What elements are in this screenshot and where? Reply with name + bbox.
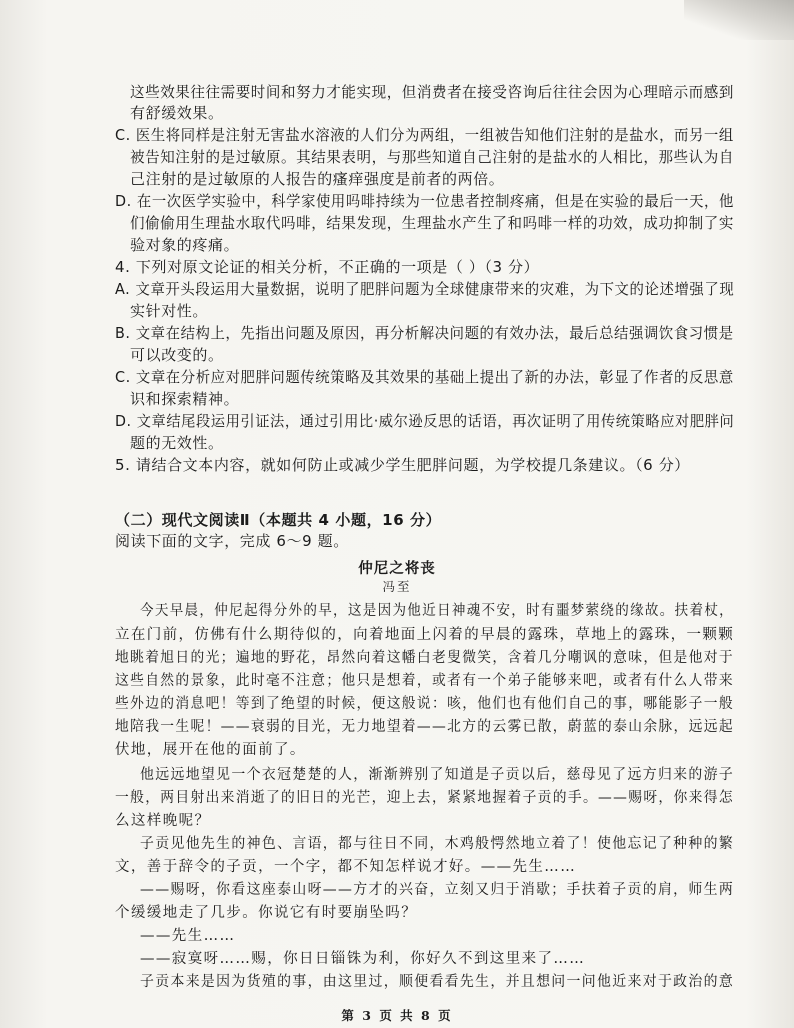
story-line: 一般，两目射出来消逝了的旧日的光芒，迎上去，紧紧地握着子贡的手。——赐呀，你来得怎 bbox=[115, 790, 734, 806]
question-5: 5. 请结合文本内容，就如何防止或减少学生肥胖问题，为学校提几条建议。（6 分） bbox=[115, 456, 690, 474]
story-line: 伏地，展开在他的面前了。 bbox=[115, 742, 306, 758]
story-author: 冯至 bbox=[382, 579, 412, 594]
text-line: 可以改变的。 bbox=[130, 346, 224, 364]
option-a-line: A. 文章开头段运用大量数据，说明了肥胖问题为全球健康带来的灾难，为下文的论述增强了现 bbox=[115, 280, 735, 298]
story-line: 子贡见他先生的神色、言语，都与往日不同，木鸡般愕然地立着了！使他忘记了种种的繁 bbox=[140, 836, 735, 852]
story-line: 地眺着旭日的光；遍地的野花，昂然向着这幡白老叟微笑，含着几分嘲讽的意味，但是他对于 bbox=[115, 650, 734, 666]
story-title: 仲尼之将丧 bbox=[358, 561, 436, 577]
text-line: 有舒缓效果。 bbox=[130, 104, 224, 122]
option-d-line: D. 文章结尾段运用引证法，通过引用比·威尔逊反思的话语，再次证明了用传统策略应对肥胖问 bbox=[115, 412, 735, 430]
option-c-line: C. 文章在分析应对肥胖问题传统策略及其效果的基础上提出了新的办法，彰显了作者的反思意 bbox=[115, 368, 734, 386]
text-line: 这些效果往往需要时间和努力才能实现，但消费者在接受咨询后往往会因为心理暗示而感到 bbox=[130, 83, 734, 101]
story-line: 么这样晚呢？ bbox=[115, 813, 211, 829]
question-4: 4. 下列对原文论证的相关分析，不正确的一项是（ ）（3 分） bbox=[115, 258, 540, 276]
story-line: 文，善于辞令的子贡，一个字，都不知怎样说才好。——先生…… bbox=[115, 859, 577, 875]
story-line: 地陪我一生呢！——衰弱的目光，无力地望着——北方的云雾已散，蔚蓝的泰山余脉，远远起 bbox=[115, 719, 734, 735]
story-line: ——赐呀，你看这座泰山呀——方才的兴奋，立刻又归于消歇；手扶着子贡的肩，师生两 bbox=[140, 882, 735, 898]
story-line: 子贡本来是因为货殖的事，由这里过，顺便看看先生，并且想问一问他近来对于政治的意 bbox=[140, 974, 735, 990]
text-line: 己注射的是过敏原的人报告的瘙痒强度是前者的两倍。 bbox=[130, 170, 505, 188]
story-line: 这些自然的景象，此时毫不注意；他只是想着，或者有一个弟子能够来吧，或者有什么人带来 bbox=[115, 673, 734, 689]
text-line: 被告知注射的是过敏原。其结果表明，与那些知道自己注射的是盐水的人相比，那些认为自 bbox=[130, 148, 734, 166]
section-instruction: 阅读下面的文字，完成 6～9 题。 bbox=[115, 532, 349, 550]
option-b-line: B. 文章在结构上，先指出问题及原因，再分析解决问题的有效办法，最后总结强调饮食习惯是 bbox=[115, 324, 734, 342]
text-line: 验对象的疼痛。 bbox=[130, 236, 240, 254]
page-number: 第 3 页 共 8 页 bbox=[341, 1008, 453, 1023]
text-line: 们偷偷用生理盐水取代吗啡，结果发现，生理盐水产生了和吗啡一样的功效，成功抑制了实 bbox=[130, 214, 734, 232]
story-line: 个缓缓地走了几步。你说它有时要崩坠吗？ bbox=[115, 905, 418, 921]
text-line: 题的无效性。 bbox=[130, 434, 224, 452]
section-heading: （二）现代文阅读Ⅱ（本题共 4 小题，16 分） bbox=[115, 511, 442, 529]
option-d-line: D. 在一次医学实验中，科学家使用吗啡持续为一位患者控制疼痛，但是在实验的最后一天，他 bbox=[115, 192, 734, 210]
story-line: ——寂寞呀……赐，你日日锱铢为利，你好久不到这里来了…… bbox=[140, 951, 586, 967]
option-c-line: C. 医生将同样是注射无害盐水溶液的人们分为两组，一组被告知他们注射的是盐水，而另一组 bbox=[115, 126, 734, 144]
text-line: 实针对性。 bbox=[130, 302, 209, 320]
story-line: 立在门前，仿佛有什么期待似的，向着地面上闪着的早晨的露珠，草地上的露珠，一颗颗 bbox=[115, 627, 735, 643]
story-line: ——先生…… bbox=[140, 928, 236, 944]
scan-corner-shadow bbox=[684, 0, 794, 40]
story-line: 他远远地望见一个衣冠楚楚的人，渐渐辨别了知道是子贡以后，慈母见了远方归来的游子 bbox=[140, 767, 735, 783]
text-line: 识和探索精神。 bbox=[130, 390, 240, 408]
story-line: 些外边的消息吧！等到了绝望的时候，便这般说：咳，他们也有他们自己的事，哪能影子一般 bbox=[115, 696, 734, 712]
story-line: 今天早晨，仲尼起得分外的早，这是因为他近日神魂不安，时有噩梦萦绕的缘故。扶着杖， bbox=[140, 603, 735, 619]
